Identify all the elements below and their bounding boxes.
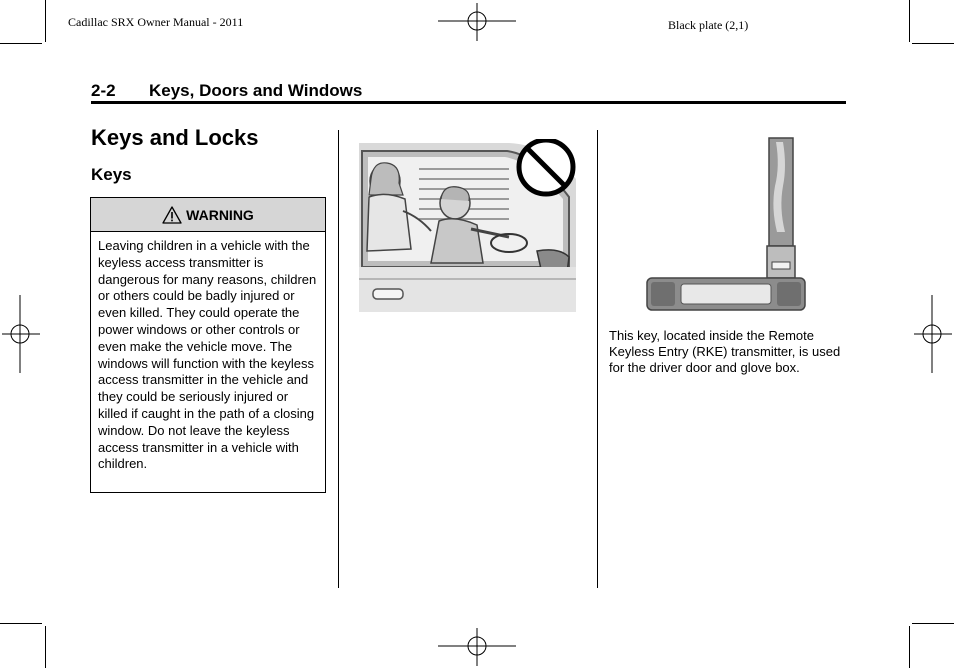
registration-mark-bottom xyxy=(438,626,516,668)
crop-mark xyxy=(0,623,42,624)
crop-mark xyxy=(45,0,46,42)
warning-icon xyxy=(162,206,182,224)
warning-box xyxy=(90,197,326,493)
page-heading: Keys and Locks xyxy=(91,125,259,150)
warning-text: Leaving children in a vehicle with the keyless access transmitter is dangerous for many reasons, children or others could be badly injured or even killed. They could operate the power windows or other controls or even make the vehicle move. The windows will function with the keyless access transmitter in the vehicle and they could be seriously injured or killed if caught in the path of a closing window. Do not leave the keyless access transmitter in a vehicle with children. xyxy=(98,238,317,472)
subheading: Keys xyxy=(91,165,132,184)
crop-mark xyxy=(912,623,954,624)
section-title: Keys, Doors and Windows xyxy=(149,81,363,100)
children-in-vehicle-illustration xyxy=(359,139,576,312)
warning-header xyxy=(91,198,325,232)
crop-mark xyxy=(912,43,954,44)
key-caption: This key, located inside the Remote Keyless Entry (RKE) transmitter, is used for the driver door and glove box. xyxy=(609,328,841,376)
warning-label: WARNING xyxy=(186,206,254,223)
registration-mark-top xyxy=(438,0,516,42)
crop-mark xyxy=(0,43,42,44)
manual-title: Cadillac SRX Owner Manual - 2011 xyxy=(68,15,244,29)
registration-mark-left xyxy=(0,295,42,373)
section-number: 2-2 xyxy=(91,81,116,100)
crop-mark xyxy=(909,0,910,42)
key-illustration xyxy=(645,136,807,312)
crop-mark xyxy=(45,626,46,668)
column-divider xyxy=(597,130,598,588)
crop-mark xyxy=(909,626,910,668)
column-divider xyxy=(338,130,339,588)
plate-label: Black plate (2,1) xyxy=(668,18,749,32)
section-rule xyxy=(91,101,846,104)
registration-mark-right xyxy=(912,295,954,373)
